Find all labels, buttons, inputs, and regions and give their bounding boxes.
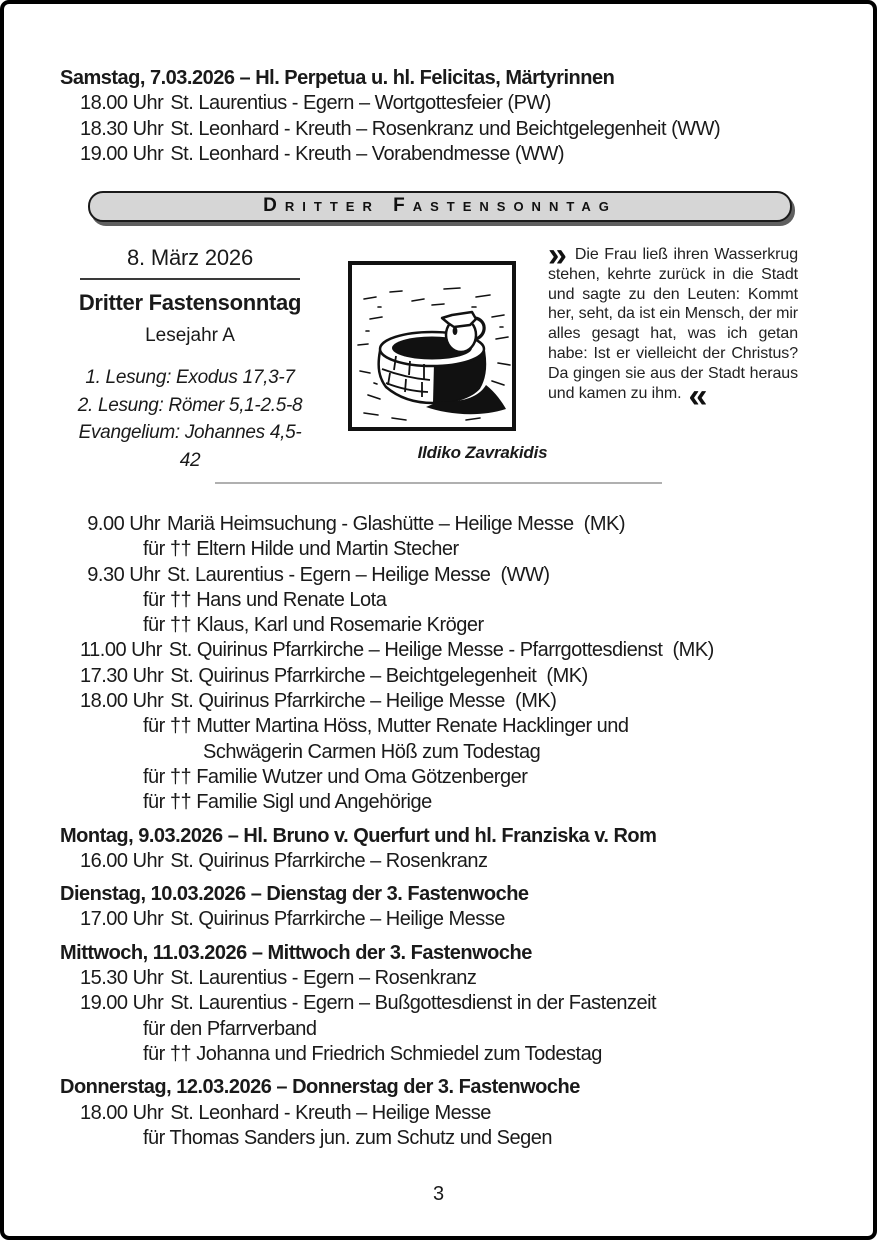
time-label: 11.00 Uhr [80,639,162,662]
schedule-line [60,790,837,815]
schedule-line [60,664,837,689]
time-label: 19.00 Uhr [80,142,164,165]
reading-line: Evangelium: Johannes 4,5-42 [78,422,302,471]
schedule-text: St. Laurentius - Egern – Bußgottesdienst in der Fastenzeit [170,992,657,1015]
readings-list [74,364,306,474]
well-illustration [348,261,516,431]
schedule-line [60,1017,837,1042]
schedule-line [60,689,837,714]
schedule-text: St. Quirinus Pfarrkirche – Heilige Messe [170,908,505,931]
schedule-text: für †† Mutter Martina Höss, Mutter Renate Hacklinger und [143,715,629,738]
schedule-text: St. Quirinus Pfarrkirche – Rosenkranz [170,849,488,872]
schedule-line [60,907,837,932]
schedule-text: Mariä Heimsuchung - Glashütte – Heilige Messe (MK) [167,513,626,535]
schedule-text: Donnerstag, 12.03.2026 – Donnerstag der 3. Fastenwoche [60,1076,580,1099]
schedule-line [60,824,837,849]
time-label: 16.00 Uhr [80,849,164,872]
schedule-line [60,1042,837,1067]
schedule-text: St. Laurentius - Egern – Heilige Messe (WW) [167,563,550,586]
schedule-text: St. Quirinus Pfarrkirche – Heilige Messe (MK) [170,690,557,713]
schedule-text: Montag, 9.03.2026 – Hl. Bruno v. Querfurt und hl. Franziska v. Rom [60,824,657,847]
sunday-info-row [60,236,817,495]
schedule-line [60,1101,837,1126]
schedule-line [60,882,837,907]
schedule-line [60,613,837,638]
time-label: 19.00 Uhr [80,992,164,1015]
horizontal-divider [215,482,662,484]
schedule-line [60,588,837,613]
schedule-line [60,638,837,663]
schedule-line [60,1126,837,1151]
schedule-line [60,91,837,116]
schedule-text: für †† Klaus, Karl und Rosemarie Kröger [143,614,484,637]
time-label: 17.30 Uhr [80,664,164,687]
schedule-line [60,941,837,966]
schedule-line [60,714,837,739]
time-label: 15.30 Uhr [80,967,164,990]
reading-line: 2. Lesung: Römer 5,1-2.5-8 [77,394,303,416]
schedule-line [60,1075,837,1100]
schedule-line [60,740,837,765]
time-label: 9.00 Uhr [87,513,160,535]
time-label: 18.00 Uhr [80,1101,164,1124]
reading-line: 1. Lesung: Exodus 17,3-7 [85,367,295,388]
schedule-text: Samstag, 7.03.2026 – Hl. Perpetua u. hl. Felicitas, Märtyrinnen [60,67,615,89]
schedule-text: Schwägerin Carmen Höß zum Todestag [203,740,541,763]
illustration-credit: Ildiko Zavrakidis [417,443,548,462]
closing-guillemet-icon: « [688,376,707,415]
lectionary-year: Lesejahr A [145,325,235,346]
time-label: 17.00 Uhr [80,908,164,931]
schedule-text: St. Laurentius - Egern – Wortgottesfeier (PW) [170,92,551,115]
schedule-text: St. Leonhard - Kreuth – Rosenkranz und Beichtgelegenheit (WW) [170,117,721,140]
schedule-line [60,849,837,874]
schedule-text: für †† Johanna und Friedrich Schmiedel zum Todestag [143,1042,602,1065]
week-schedule-block [60,512,837,1151]
schedule-text: für †† Hans und Renate Lota [143,588,387,611]
sunday-date: 8. März 2026 [80,245,300,280]
schedule-line [60,537,837,562]
schedule-text: Dienstag, 10.03.2026 – Dienstag der 3. Fastenwoche [60,883,529,906]
saturday-schedule-block [60,58,837,167]
quote-text: Die Frau ließ ihren Wasserkrug stehen, kehrte zurück in die Stadt und sagte zu den Leuten: Kommt her, seht, da ist ein Mensch, der mir alles gesagt hat, was ich getan habe: Ist er vielleicht der Christus? Da gingen sie aus der Stadt heraus und kamen zu ihm. [548,246,798,402]
schedule-line [60,512,837,537]
section-banner [88,191,792,222]
opening-guillemet-icon: » [548,236,566,274]
schedule-text: für †† Eltern Hilde und Martin Stecher [143,538,459,561]
banner-title: Dritter Fastensonntag [263,194,617,216]
schedule-text: für †† Familie Sigl und Angehörige [143,791,432,814]
schedule-text: St. Quirinus Pfarrkirche – Heilige Messe - Pfarrgottesdienst (MK) [168,639,714,662]
schedule-text: Mittwoch, 11.03.2026 – Mittwoch der 3. Fastenwoche [60,941,532,964]
schedule-text: St. Laurentius - Egern – Rosenkranz [170,967,477,990]
sunday-name: Dritter Fastensonntag [78,290,302,315]
schedule-line [60,117,837,142]
schedule-text: St. Leonhard - Kreuth – Vorabendmesse (WW) [170,142,564,165]
page-number: 3 [432,1183,445,1205]
schedule-text: für den Pfarrverband [143,1017,317,1040]
time-label: 18.00 Uhr [80,690,164,713]
schedule-text: St. Quirinus Pfarrkirche – Beichtgelegenheit (MK) [170,664,588,687]
schedule-line [60,66,837,91]
time-label: 18.00 Uhr [80,92,164,115]
time-label: 9.30 Uhr [87,563,160,586]
gospel-quote [548,236,798,415]
schedule-text: für †† Familie Wutzer und Oma Götzenberger [143,765,528,788]
schedule-line [60,991,837,1016]
schedule-line [60,142,837,167]
time-label: 18.30 Uhr [80,117,164,140]
schedule-line [60,563,837,588]
sunday-summary-column [74,245,306,474]
schedule-line [60,966,837,991]
schedule-text: St. Leonhard - Kreuth – Heilige Messe [170,1101,491,1124]
schedule-text: für Thomas Sanders jun. zum Schutz und Segen [143,1126,552,1149]
schedule-line [60,765,837,790]
